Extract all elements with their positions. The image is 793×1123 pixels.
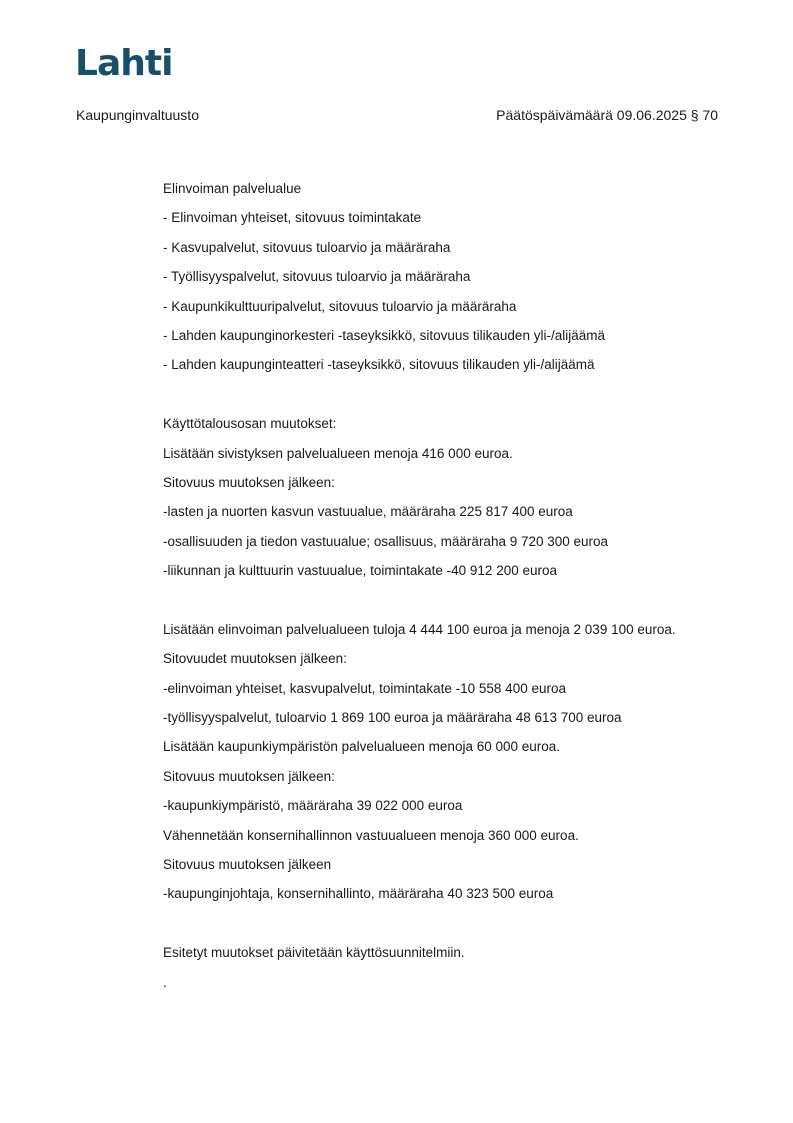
list-item: - Lahden kaupunginteatteri -taseyksikkö, sitovuus tilikauden yli-/alijäämä <box>163 357 595 373</box>
paragraph-line: Lisätään kaupunkiympäristön palvelualueen menoja 60 000 euroa. <box>163 739 561 755</box>
trailing-mark: . <box>163 974 167 990</box>
paragraph-line: -osallisuuden ja tiedon vastuualue; osallisuus, määräraha 9 720 300 euroa <box>163 533 609 549</box>
list-item: - Kasvupalvelut, sitovuus tuloarvio ja määräraha <box>163 239 451 255</box>
paragraph-line: Vähennetään konsernihallinnon vastuualueen menoja 360 000 euroa. <box>163 827 579 843</box>
paragraph-line: Sitovuus muutoksen jälkeen <box>163 856 332 872</box>
service-area-title: Elinvoiman palvelualue <box>163 181 302 196</box>
decision-date: Päätöspäivämäärä 09.06.2025 § 70 <box>496 107 718 123</box>
document-body <box>163 179 753 1002</box>
paragraph-line: Lisätään elinvoiman palvelualueen tuloja 4 444 100 euroa ja menoja 2 039 100 euroa. <box>163 621 676 637</box>
paragraph-line: -liikunnan ja kulttuurin vastuualue, toimintakate -40 912 200 euroa <box>163 563 557 579</box>
spacer <box>163 914 753 943</box>
paragraph-line: -lasten ja nuorten kasvun vastuualue, määräraha 225 817 400 euroa <box>163 504 573 520</box>
paragraph-line: Lisätään sivistyksen palvelualueen menoja 416 000 euroa. <box>163 445 513 461</box>
lahti-logo: Lahti <box>75 43 173 84</box>
list-item: - Kaupunkikulttuuripalvelut, sitovuus tuloarvio ja määräraha <box>163 298 517 314</box>
spacer <box>163 385 753 414</box>
paragraph-line: -kaupunginjohtaja, konsernihallinto, määräraha 40 323 500 euroa <box>163 886 554 902</box>
paragraph-line: Sitovuus muutoksen jälkeen: <box>163 474 335 490</box>
organ-name: Kaupunginvaltuusto <box>76 107 199 123</box>
closing-statement: Esitetyt muutokset päivitetään käyttösuunnitelmiin. <box>163 945 465 961</box>
paragraph-line: -työllisyyspalvelut, tuloarvio 1 869 100 euroa ja määräraha 48 613 700 euroa <box>163 710 622 726</box>
list-item: - Lahden kaupunginorkesteri -taseyksikkö, sitovuus tilikauden yli-/alijäämä <box>163 327 605 343</box>
paragraph-line: Sitovuudet muutoksen jälkeen: <box>163 651 347 667</box>
spacer <box>163 590 753 619</box>
list-item: - Elinvoiman yhteiset, sitovuus toimintakate <box>163 210 422 226</box>
paragraph-line: -kaupunkiympäristö, määräraha 39 022 000 euroa <box>163 798 463 814</box>
changes-heading: Käyttötalousosan muutokset: <box>163 416 337 432</box>
list-item: - Työllisyyspalvelut, sitovuus tuloarvio ja määräraha <box>163 269 471 285</box>
paragraph-line: Sitovuus muutoksen jälkeen: <box>163 768 335 784</box>
paragraph-line: -elinvoiman yhteiset, kasvupalvelut, toimintakate -10 558 400 euroa <box>163 680 566 696</box>
